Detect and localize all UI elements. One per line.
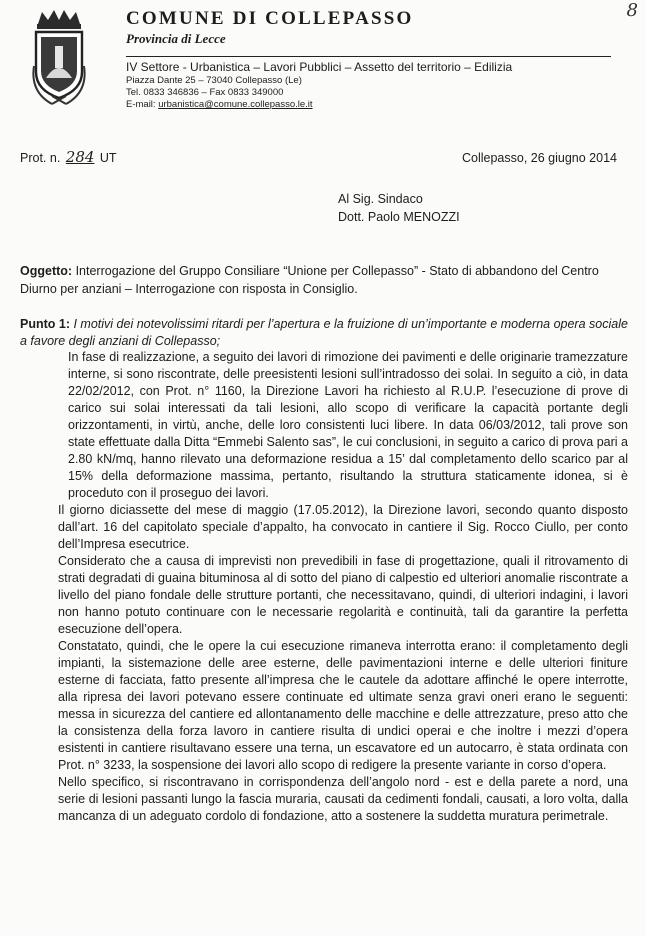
phone-line: Tel. 0833 346836 – Fax 0833 349000 (126, 87, 284, 98)
point-label: Punto 1: (20, 317, 70, 331)
email-link[interactable]: urbanistica@comune.collepasso.le.it (158, 99, 313, 110)
paragraph: Considerato che a causa di imprevisti non prevedibili in fase di progettazione, quali il ritrovamento di strati degradati di guaina bituminosa al di sotto del piano di calpestio ed ulteriori anomalie riscontrate a livello del piano fondale delle strutture portanti, che necessitavano, quindi, di ulteriori indagini, i lavori non hanno potuto continuare con le necessarie regolarità e continuità, tali da garantire la perfetta esecuzione dell’opera. (58, 554, 628, 636)
paragraph: Nello specifico, si riscontravano in corrispondenza dell’angolo nord - est e della parete a nord, una serie di lesioni passanti lungo la fascia muraria, causati da cedimenti fondali, causati, a loro volta, dalla mancanza di un adeguato cordolo di fondazione, atto a sostenere la suddetta muratura perimetrale. (58, 775, 628, 823)
point-heading (20, 316, 630, 350)
paragraph: Constatato, quindi, che le opere la cui esecuzione rimaneva interrotta erano: il completamento degli impianti, la sistemazione delle aree esterne, delle pavimentazioni interne e delle ulteriori finiture esterne di facciata, fatto presente all’impresa che le cautele da adottare affinché le opere interrotte, alla ripresa dei lavori potevano essere continuate ed ultimate senza gravi oneri erano le seguenti: messa in sicurezza del cantiere ed allontanamento delle macchine e delle attrezzature, preso atto che la consistenza della forza lavoro in cantiere risulta di undici operai e che inoltre i mezzi d’opera esistenti in cantiere risultavano essere una terna, un escavatore ed un autocarro, è stata ordinata con Prot. n° 3233, la sospensione dei lavori allo scopo di redigere la presente variante in corso d’opera. (58, 639, 628, 772)
paragraph: In fase di realizzazione, a seguito dei lavori di rimozione dei pavimenti e delle originarie tramezzature interne, si sono riscontrate, delle preesistenti lesioni sull’intradosso dei solai. In seguito a ciò, in data 22/02/2012, con Prot. n° 1160, la Direzione Lavori ha richiesto al R.U.P. l’esecuzione di prove di carico sui solai interessati da tali lesioni, allo scopo di verificare la capacità portante degli orizzontamenti, in virtù, anche, delle loro consistenti luci libere. In data 06/03/2012, tali prove son state effettuate dalla Ditta “Emmebi Salento sas”, le cui conclusioni, in seguito a carico di prova pari a 2.80 kN/mq, hanno rilevato una deformazione residua a 15’ dal completamento dello scarico par al 15% della deformazione massima, pertanto, risultando la struttura staticamente idonea, si è proceduto con il proseguo dei lavori. (68, 350, 628, 500)
settore-line: IV Settore - Urbanistica – Lavori Pubblici – Assetto del territorio – Edilizia (126, 60, 513, 74)
email-label: E-mail: (126, 99, 159, 110)
page-mark: 8 (626, 0, 638, 21)
email-line (126, 99, 636, 111)
header-divider (126, 56, 611, 57)
recipient-line-1: Al Sig. Sindaco (338, 192, 423, 206)
comune-name: COMUNE DI COLLEPASSO (126, 8, 414, 29)
subject-block (20, 262, 630, 298)
recipient-block (338, 190, 460, 226)
protocol-prefix: Prot. n. (20, 151, 61, 165)
protocol-number (20, 148, 117, 166)
provincia-name: Provincia di Lecce (126, 31, 226, 46)
paragraph: Il giorno diciassette del mese di maggio (17.05.2012), la Direzione lavori, secondo quanto disposto dall’art. 16 del capitolato speciale d’appalto, ha convocato in cantiere il Sig. Rocco Ciullo, per conto dell’Impresa esecutrice. (58, 503, 628, 551)
letter-body (58, 349, 628, 825)
protocol-handwritten-number: 284 (65, 148, 95, 166)
municipal-crest (28, 6, 90, 108)
letterhead (126, 8, 636, 111)
recipient-line-2: Dott. Paolo MENOZZI (338, 210, 460, 224)
subject-label: Oggetto: (20, 264, 73, 278)
letter-date: Collepasso, 26 giugno 2014 (462, 151, 617, 165)
protocol-suffix: UT (99, 151, 117, 165)
point-title: I motivi dei notevolissimi ritardi per l’apertura e la fruizione di un’importante e moderna opera sociale a favore degli anziani di Collepasso; (20, 317, 628, 348)
subject-text: Interrogazione del Gruppo Consiliare “Unione per Collepasso” - Stato di abbandono del Centro Diurno per anziani – Interrogazione con risposta in Consiglio. (20, 264, 599, 296)
address-line: Piazza Dante 25 – 73040 Collepasso (Le) (126, 75, 302, 86)
